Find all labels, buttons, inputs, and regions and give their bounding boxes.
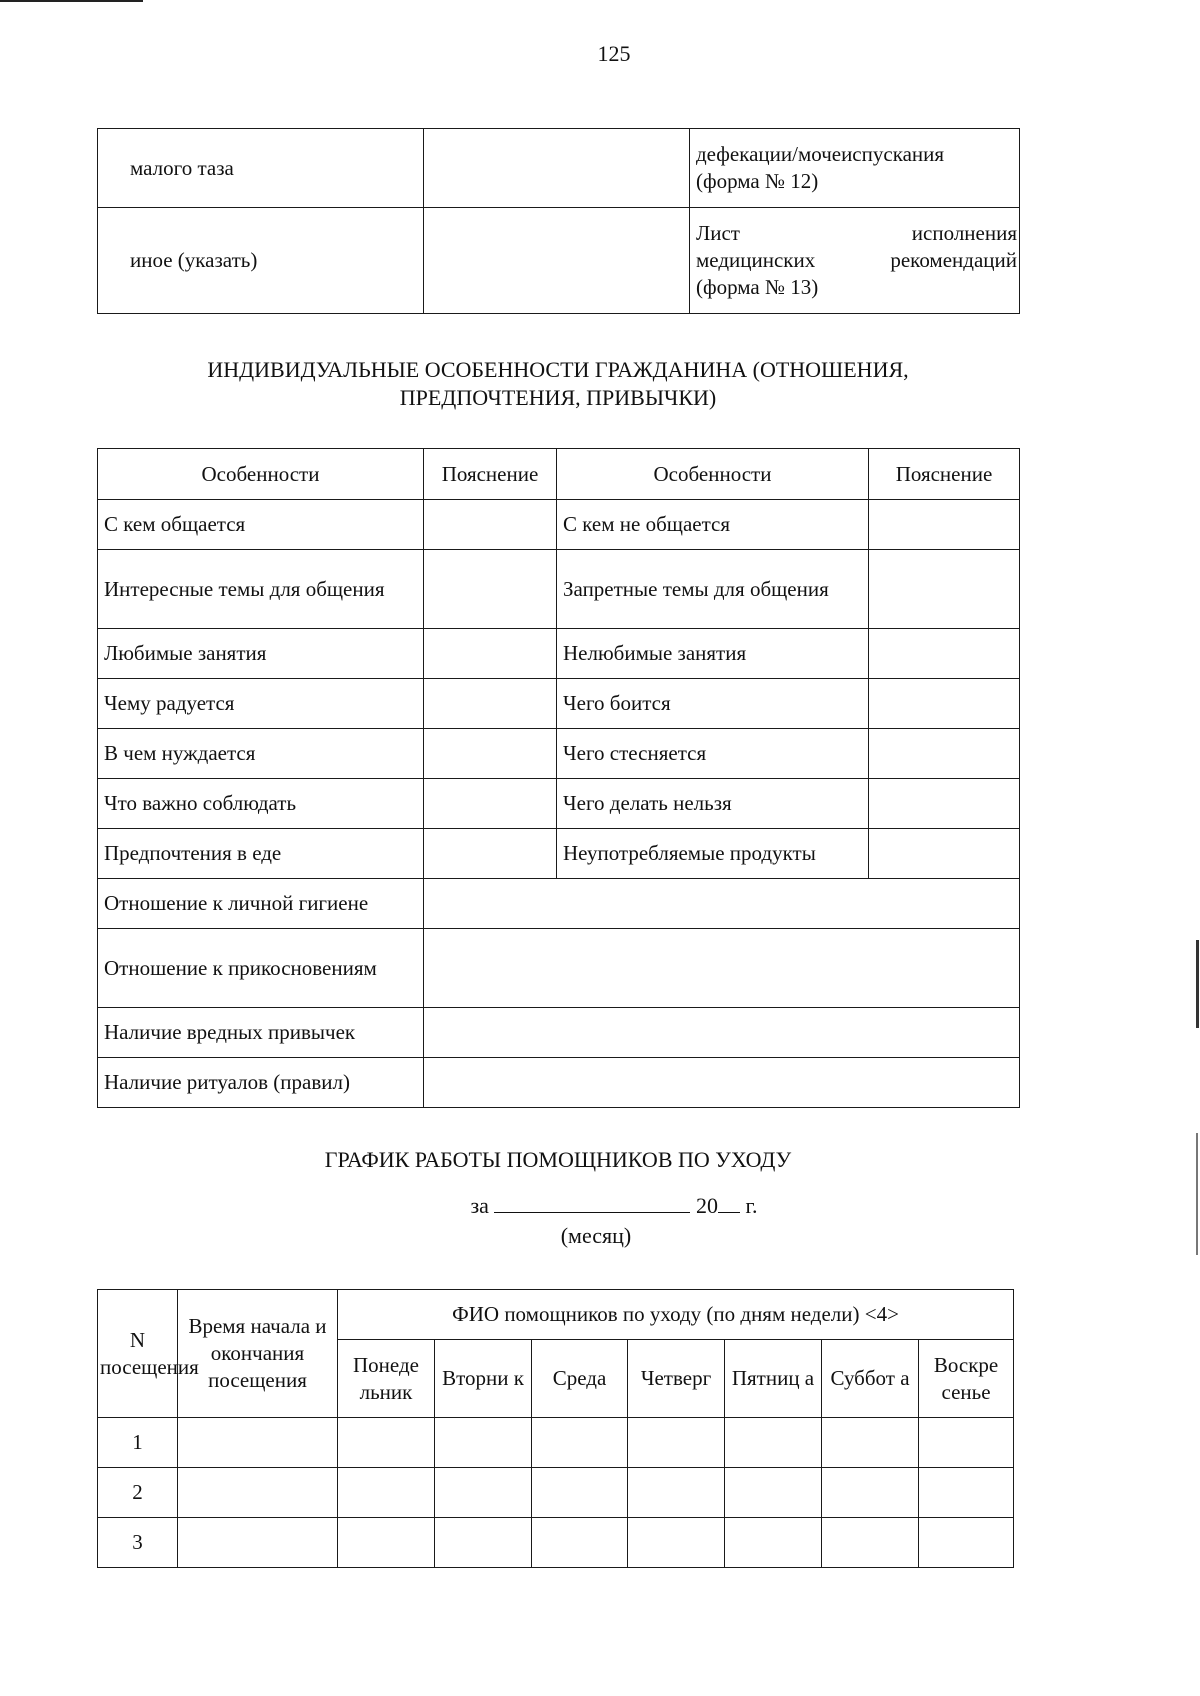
feature-label: В чем нуждается: [98, 729, 424, 779]
schedule-cell: [822, 1468, 919, 1518]
explanation-cell: [424, 629, 557, 679]
cell-line: [696, 247, 1017, 274]
explanation-cell: [424, 500, 557, 550]
table-row: [98, 729, 1020, 779]
feature-label: Чего стесняется: [557, 729, 869, 779]
schedule-cell: [628, 1418, 725, 1468]
feature-label: Наличие ритуалов (правил): [98, 1058, 424, 1108]
feature-label: Интересные темы для общения: [98, 550, 424, 629]
explanation-cell: [869, 729, 1020, 779]
schedule-cell: [435, 1518, 532, 1568]
table-row: [98, 550, 1020, 629]
feature-label: С кем общается: [98, 500, 424, 550]
explanation-cell: [869, 779, 1020, 829]
explanation-cell: [869, 550, 1020, 629]
feature-label: Нелюбимые занятия: [557, 629, 869, 679]
day-header: Понеде льник: [338, 1340, 435, 1418]
section-title: [98, 356, 1018, 412]
column-header-assistants: ФИО помощников по уходу (по дням недели) <4>: [338, 1290, 1014, 1340]
features-table: [97, 448, 1020, 1108]
table-row: [98, 1518, 1014, 1568]
cell-line: (форма № 12): [696, 169, 819, 193]
column-header: Пояснение: [869, 449, 1020, 500]
word: рекомендаций: [890, 248, 1017, 272]
scan-artifact-line: [0, 0, 143, 2]
day-header: Суббот а: [822, 1340, 919, 1418]
schedule-cell: [435, 1468, 532, 1518]
table-row: [98, 129, 1020, 208]
explanation-cell: [424, 879, 1020, 929]
period-line: [0, 1192, 1200, 1219]
schedule-cell: [435, 1418, 532, 1468]
explanation-cell: [869, 679, 1020, 729]
explanation-cell: [869, 629, 1020, 679]
feature-label: С кем не общается: [557, 500, 869, 550]
column-header: Особенности: [557, 449, 869, 500]
schedule-cell: [532, 1468, 628, 1518]
feature-label: Неупотребляемые продукты: [557, 829, 869, 879]
schedule-cell: [628, 1518, 725, 1568]
column-header: Особенности: [98, 449, 424, 500]
table-cell: [690, 129, 1020, 208]
table-row: [98, 1468, 1014, 1518]
schedule-cell: [919, 1418, 1014, 1468]
explanation-cell: [424, 779, 557, 829]
explanation-cell: [424, 679, 557, 729]
table-cell: [690, 208, 1020, 314]
day-header: Воскре сенье: [919, 1340, 1014, 1418]
schedule-cell: [338, 1418, 435, 1468]
schedule-cell: [178, 1468, 338, 1518]
feature-label: Что важно соблюдать: [98, 779, 424, 829]
month-blank: [494, 1192, 690, 1213]
explanation-cell: [424, 729, 557, 779]
feature-label: Чему радуется: [98, 679, 424, 729]
schedule-cell: [919, 1468, 1014, 1518]
period-year: 20: [695, 1193, 718, 1218]
word: медицинских: [696, 248, 816, 272]
word: исполнения: [911, 221, 1017, 245]
explanation-cell: [424, 829, 557, 879]
continuation-table: [97, 128, 1020, 314]
table-row: [98, 829, 1020, 879]
page-number: 125: [597, 41, 631, 66]
feature-label: Любимые занятия: [98, 629, 424, 679]
schedule-cell: [822, 1518, 919, 1568]
table-row: [98, 500, 1020, 550]
schedule-cell: [628, 1468, 725, 1518]
schedule-cell: [725, 1468, 822, 1518]
column-header-visit-time: Время начала и окончания посещения: [178, 1290, 338, 1418]
table-header-row: [98, 1290, 1014, 1340]
schedule-table: [97, 1289, 1014, 1568]
schedule-cell: [725, 1518, 822, 1568]
feature-label: Чего боится: [557, 679, 869, 729]
schedule-cell: [338, 1468, 435, 1518]
schedule-cell: [919, 1518, 1014, 1568]
year-blank: [718, 1192, 740, 1213]
cell-line: дефекации/мочеиспускания: [696, 142, 945, 166]
table-cell: иное (указать): [98, 208, 424, 314]
period-suffix: г.: [745, 1193, 758, 1218]
table-row: [98, 1058, 1020, 1108]
cell-line: (форма № 13): [696, 275, 819, 299]
day-header: Вторни к: [435, 1340, 532, 1418]
schedule-cell: [532, 1518, 628, 1568]
schedule-cell: [178, 1518, 338, 1568]
visit-number: 3: [98, 1518, 178, 1568]
table-cell: [424, 129, 690, 208]
schedule-cell: [178, 1418, 338, 1468]
feature-label: Чего делать нельзя: [557, 779, 869, 829]
month-label: (месяц): [560, 1223, 632, 1248]
table-row: [98, 879, 1020, 929]
table-cell: [424, 208, 690, 314]
table-row: [98, 779, 1020, 829]
table-row: [98, 1418, 1014, 1468]
word: Лист: [696, 221, 740, 245]
table-row: [98, 208, 1020, 314]
explanation-cell: [869, 829, 1020, 879]
cell-line: [696, 220, 1017, 247]
section-title-line: ИНДИВИДУАЛЬНЫЕ ОСОБЕННОСТИ ГРАЖДАНИНА (ОТНОШЕНИЯ,: [207, 357, 909, 382]
scan-edge-mark: [1196, 940, 1199, 1028]
explanation-cell: [424, 1058, 1020, 1108]
schedule-cell: [822, 1418, 919, 1468]
table-row: [98, 629, 1020, 679]
explanation-cell: [869, 500, 1020, 550]
visit-number: 2: [98, 1468, 178, 1518]
explanation-cell: [424, 1008, 1020, 1058]
section-title-line: ПРЕДПОЧТЕНИЯ, ПРИВЫЧКИ): [399, 385, 717, 410]
schedule-cell: [532, 1418, 628, 1468]
day-header: Среда: [532, 1340, 628, 1418]
schedule-cell: [725, 1418, 822, 1468]
table-header-row: [98, 449, 1020, 500]
schedule-cell: [338, 1518, 435, 1568]
day-header: Пятниц а: [725, 1340, 822, 1418]
table-row: [98, 679, 1020, 729]
feature-label: Предпочтения в еде: [98, 829, 424, 879]
feature-label: Отношение к прикосновениям: [98, 929, 424, 1008]
explanation-cell: [424, 550, 557, 629]
table-row: [98, 929, 1020, 1008]
explanation-cell: [424, 929, 1020, 1008]
visit-number: 1: [98, 1418, 178, 1468]
day-header: Четверг: [628, 1340, 725, 1418]
schedule-title: ГРАФИК РАБОТЫ ПОМОЩНИКОВ ПО УХОДУ: [324, 1147, 792, 1172]
feature-label: Отношение к личной гигиене: [98, 879, 424, 929]
column-header-visit-number: N посещения: [98, 1290, 178, 1418]
feature-label: Наличие вредных привычек: [98, 1008, 424, 1058]
table-row: [98, 1008, 1020, 1058]
feature-label: Запретные темы для общения: [557, 550, 869, 629]
column-header: Пояснение: [424, 449, 557, 500]
table-cell: малого таза: [98, 129, 424, 208]
period-prefix: за: [470, 1193, 489, 1218]
